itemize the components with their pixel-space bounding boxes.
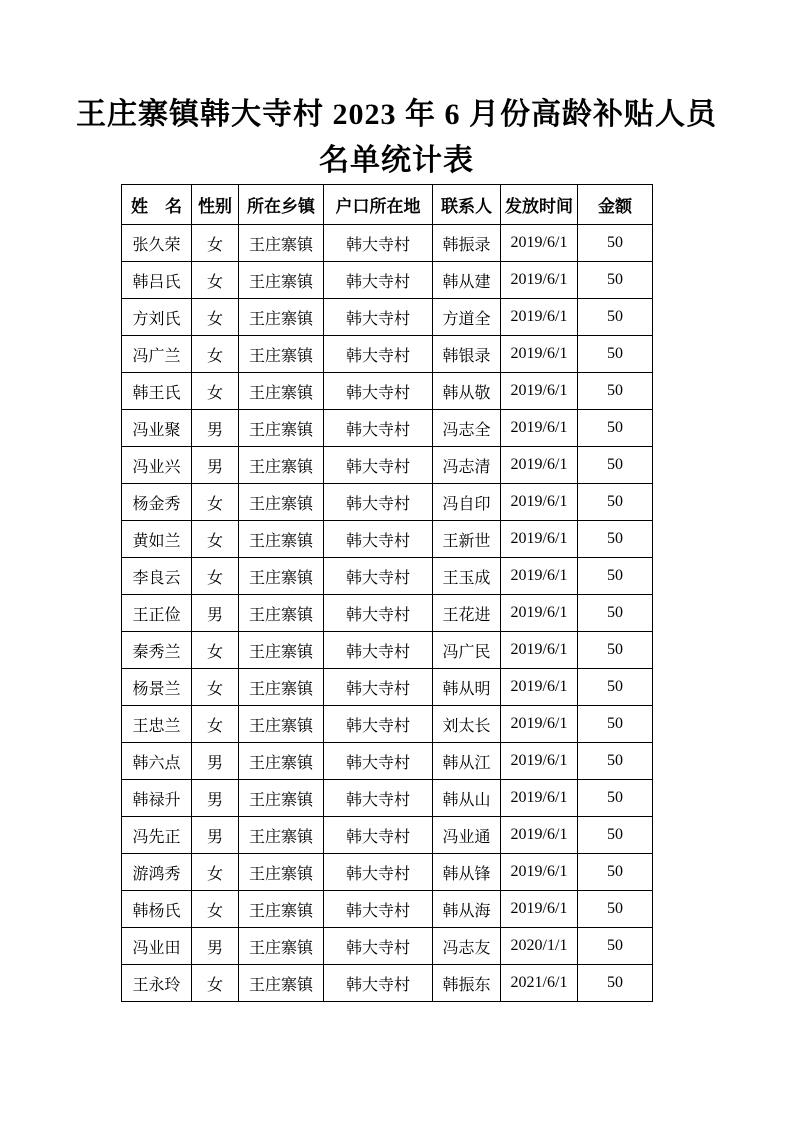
table-row — [122, 262, 653, 299]
table-row — [122, 817, 653, 854]
cell-household: 韩大寺村 — [324, 669, 433, 706]
cell-issue-date: 2019/6/1 — [501, 632, 578, 669]
cell-issue-date: 2020/1/1 — [501, 928, 578, 965]
column-header-issue-date: 发放时间 — [501, 185, 578, 225]
cell-gender: 女 — [192, 558, 239, 595]
cell-issue-date: 2019/6/1 — [501, 299, 578, 336]
cell-gender: 男 — [192, 743, 239, 780]
cell-issue-date: 2019/6/1 — [501, 336, 578, 373]
cell-gender: 女 — [192, 706, 239, 743]
column-header-household: 户口所在地 — [324, 185, 433, 225]
cell-gender: 女 — [192, 373, 239, 410]
column-header-town: 所在乡镇 — [239, 185, 324, 225]
cell-town: 王庄寨镇 — [239, 447, 324, 484]
cell-town: 王庄寨镇 — [239, 262, 324, 299]
cell-household: 韩大寺村 — [324, 965, 433, 1002]
cell-household: 韩大寺村 — [324, 262, 433, 299]
column-header-amount: 金额 — [578, 185, 653, 225]
cell-contact: 韩从敬 — [433, 373, 501, 410]
cell-name: 秦秀兰 — [122, 632, 192, 669]
cell-issue-date: 2019/6/1 — [501, 447, 578, 484]
table-body — [122, 225, 653, 1002]
cell-gender: 男 — [192, 410, 239, 447]
cell-contact: 冯志友 — [433, 928, 501, 965]
cell-household: 韩大寺村 — [324, 632, 433, 669]
cell-household: 韩大寺村 — [324, 854, 433, 891]
cell-contact: 王花进 — [433, 595, 501, 632]
cell-household: 韩大寺村 — [324, 817, 433, 854]
table-row — [122, 780, 653, 817]
cell-town: 王庄寨镇 — [239, 410, 324, 447]
cell-town: 王庄寨镇 — [239, 928, 324, 965]
cell-contact: 王玉成 — [433, 558, 501, 595]
cell-name: 冯业兴 — [122, 447, 192, 484]
cell-name: 李良云 — [122, 558, 192, 595]
cell-household: 韩大寺村 — [324, 410, 433, 447]
cell-contact: 韩从江 — [433, 743, 501, 780]
cell-name: 游鸿秀 — [122, 854, 192, 891]
cell-gender: 男 — [192, 447, 239, 484]
cell-name: 韩王氏 — [122, 373, 192, 410]
cell-issue-date: 2019/6/1 — [501, 521, 578, 558]
table-row — [122, 299, 653, 336]
table-row — [122, 225, 653, 262]
cell-name: 王正俭 — [122, 595, 192, 632]
cell-contact: 韩从明 — [433, 669, 501, 706]
cell-amount: 50 — [578, 743, 653, 780]
cell-contact: 韩振东 — [433, 965, 501, 1002]
cell-household: 韩大寺村 — [324, 558, 433, 595]
cell-household: 韩大寺村 — [324, 743, 433, 780]
column-header-name: 姓 名 — [122, 185, 192, 225]
cell-name: 杨景兰 — [122, 669, 192, 706]
cell-gender: 女 — [192, 891, 239, 928]
cell-name: 黄如兰 — [122, 521, 192, 558]
cell-gender: 女 — [192, 336, 239, 373]
cell-issue-date: 2019/6/1 — [501, 484, 578, 521]
table-row — [122, 521, 653, 558]
table-row — [122, 706, 653, 743]
cell-name: 冯业田 — [122, 928, 192, 965]
cell-amount: 50 — [578, 780, 653, 817]
cell-town: 王庄寨镇 — [239, 632, 324, 669]
cell-contact: 韩从锋 — [433, 854, 501, 891]
cell-name: 韩禄升 — [122, 780, 192, 817]
cell-amount: 50 — [578, 706, 653, 743]
cell-name: 韩杨氏 — [122, 891, 192, 928]
cell-household: 韩大寺村 — [324, 299, 433, 336]
cell-contact: 冯自印 — [433, 484, 501, 521]
cell-contact: 韩从海 — [433, 891, 501, 928]
cell-issue-date: 2019/6/1 — [501, 743, 578, 780]
cell-household: 韩大寺村 — [324, 447, 433, 484]
cell-amount: 50 — [578, 817, 653, 854]
cell-amount: 50 — [578, 447, 653, 484]
cell-issue-date: 2019/6/1 — [501, 706, 578, 743]
cell-household: 韩大寺村 — [324, 780, 433, 817]
cell-name: 韩六点 — [122, 743, 192, 780]
table-row — [122, 484, 653, 521]
cell-name: 王永玲 — [122, 965, 192, 1002]
table-row — [122, 373, 653, 410]
cell-issue-date: 2019/6/1 — [501, 225, 578, 262]
cell-contact: 刘太长 — [433, 706, 501, 743]
column-header-contact: 联系人 — [433, 185, 501, 225]
cell-town: 王庄寨镇 — [239, 225, 324, 262]
cell-contact: 韩银录 — [433, 336, 501, 373]
cell-contact: 冯广民 — [433, 632, 501, 669]
cell-town: 王庄寨镇 — [239, 484, 324, 521]
cell-amount: 50 — [578, 484, 653, 521]
cell-town: 王庄寨镇 — [239, 854, 324, 891]
cell-household: 韩大寺村 — [324, 521, 433, 558]
cell-gender: 女 — [192, 965, 239, 1002]
cell-gender: 女 — [192, 262, 239, 299]
cell-amount: 50 — [578, 521, 653, 558]
cell-town: 王庄寨镇 — [239, 965, 324, 1002]
table-row — [122, 854, 653, 891]
cell-gender: 女 — [192, 225, 239, 262]
table-row — [122, 743, 653, 780]
header-row — [122, 185, 653, 225]
cell-issue-date: 2019/6/1 — [501, 558, 578, 595]
table-row — [122, 928, 653, 965]
table-row — [122, 558, 653, 595]
cell-town: 王庄寨镇 — [239, 706, 324, 743]
cell-town: 王庄寨镇 — [239, 336, 324, 373]
cell-amount: 50 — [578, 928, 653, 965]
document-title — [0, 0, 793, 184]
cell-household: 韩大寺村 — [324, 336, 433, 373]
cell-town: 王庄寨镇 — [239, 743, 324, 780]
table-row — [122, 891, 653, 928]
cell-contact: 方道全 — [433, 299, 501, 336]
cell-town: 王庄寨镇 — [239, 780, 324, 817]
cell-household: 韩大寺村 — [324, 484, 433, 521]
cell-gender: 男 — [192, 817, 239, 854]
cell-name: 冯广兰 — [122, 336, 192, 373]
cell-amount: 50 — [578, 558, 653, 595]
cell-amount: 50 — [578, 262, 653, 299]
table-row — [122, 595, 653, 632]
cell-town: 王庄寨镇 — [239, 299, 324, 336]
column-header-gender: 性别 — [192, 185, 239, 225]
cell-amount: 50 — [578, 965, 653, 1002]
table-row — [122, 410, 653, 447]
cell-contact: 冯志全 — [433, 410, 501, 447]
cell-issue-date: 2021/6/1 — [501, 965, 578, 1002]
cell-contact: 冯志清 — [433, 447, 501, 484]
cell-amount: 50 — [578, 854, 653, 891]
cell-gender: 女 — [192, 854, 239, 891]
cell-amount: 50 — [578, 373, 653, 410]
subsidy-roster-table — [121, 184, 653, 1002]
table-row — [122, 965, 653, 1002]
cell-name: 方刘氏 — [122, 299, 192, 336]
cell-household: 韩大寺村 — [324, 891, 433, 928]
cell-gender: 女 — [192, 669, 239, 706]
cell-name: 杨金秀 — [122, 484, 192, 521]
cell-name: 冯先正 — [122, 817, 192, 854]
cell-household: 韩大寺村 — [324, 928, 433, 965]
cell-town: 王庄寨镇 — [239, 558, 324, 595]
cell-issue-date: 2019/6/1 — [501, 373, 578, 410]
cell-household: 韩大寺村 — [324, 706, 433, 743]
cell-town: 王庄寨镇 — [239, 373, 324, 410]
cell-town: 王庄寨镇 — [239, 669, 324, 706]
cell-gender: 女 — [192, 484, 239, 521]
cell-issue-date: 2019/6/1 — [501, 262, 578, 299]
cell-contact: 韩从建 — [433, 262, 501, 299]
cell-issue-date: 2019/6/1 — [501, 595, 578, 632]
cell-gender: 女 — [192, 521, 239, 558]
cell-gender: 男 — [192, 780, 239, 817]
cell-contact: 王新世 — [433, 521, 501, 558]
cell-amount: 50 — [578, 595, 653, 632]
cell-gender: 男 — [192, 928, 239, 965]
cell-town: 王庄寨镇 — [239, 595, 324, 632]
cell-name: 王忠兰 — [122, 706, 192, 743]
cell-household: 韩大寺村 — [324, 373, 433, 410]
table-row — [122, 632, 653, 669]
table-row — [122, 669, 653, 706]
cell-household: 韩大寺村 — [324, 225, 433, 262]
document-title-line2: 名单统计表 — [319, 144, 474, 177]
cell-town: 王庄寨镇 — [239, 521, 324, 558]
cell-amount: 50 — [578, 632, 653, 669]
cell-name: 冯业聚 — [122, 410, 192, 447]
cell-contact: 韩振录 — [433, 225, 501, 262]
cell-household: 韩大寺村 — [324, 595, 433, 632]
cell-amount: 50 — [578, 891, 653, 928]
cell-issue-date: 2019/6/1 — [501, 854, 578, 891]
document-title-line1: 王庄寨镇韩大寺村 2023 年 6 月份高龄补贴人员 — [76, 98, 717, 131]
cell-issue-date: 2019/6/1 — [501, 891, 578, 928]
table-row — [122, 336, 653, 373]
cell-amount: 50 — [578, 410, 653, 447]
cell-name: 张久荣 — [122, 225, 192, 262]
cell-amount: 50 — [578, 299, 653, 336]
cell-town: 王庄寨镇 — [239, 817, 324, 854]
cell-contact: 韩从山 — [433, 780, 501, 817]
cell-issue-date: 2019/6/1 — [501, 410, 578, 447]
cell-name: 韩吕氏 — [122, 262, 192, 299]
cell-gender: 男 — [192, 595, 239, 632]
cell-issue-date: 2019/6/1 — [501, 669, 578, 706]
cell-amount: 50 — [578, 669, 653, 706]
cell-amount: 50 — [578, 225, 653, 262]
cell-amount: 50 — [578, 336, 653, 373]
cell-gender: 女 — [192, 299, 239, 336]
cell-gender: 女 — [192, 632, 239, 669]
table-row — [122, 447, 653, 484]
cell-issue-date: 2019/6/1 — [501, 817, 578, 854]
cell-town: 王庄寨镇 — [239, 891, 324, 928]
cell-issue-date: 2019/6/1 — [501, 780, 578, 817]
cell-contact: 冯业通 — [433, 817, 501, 854]
